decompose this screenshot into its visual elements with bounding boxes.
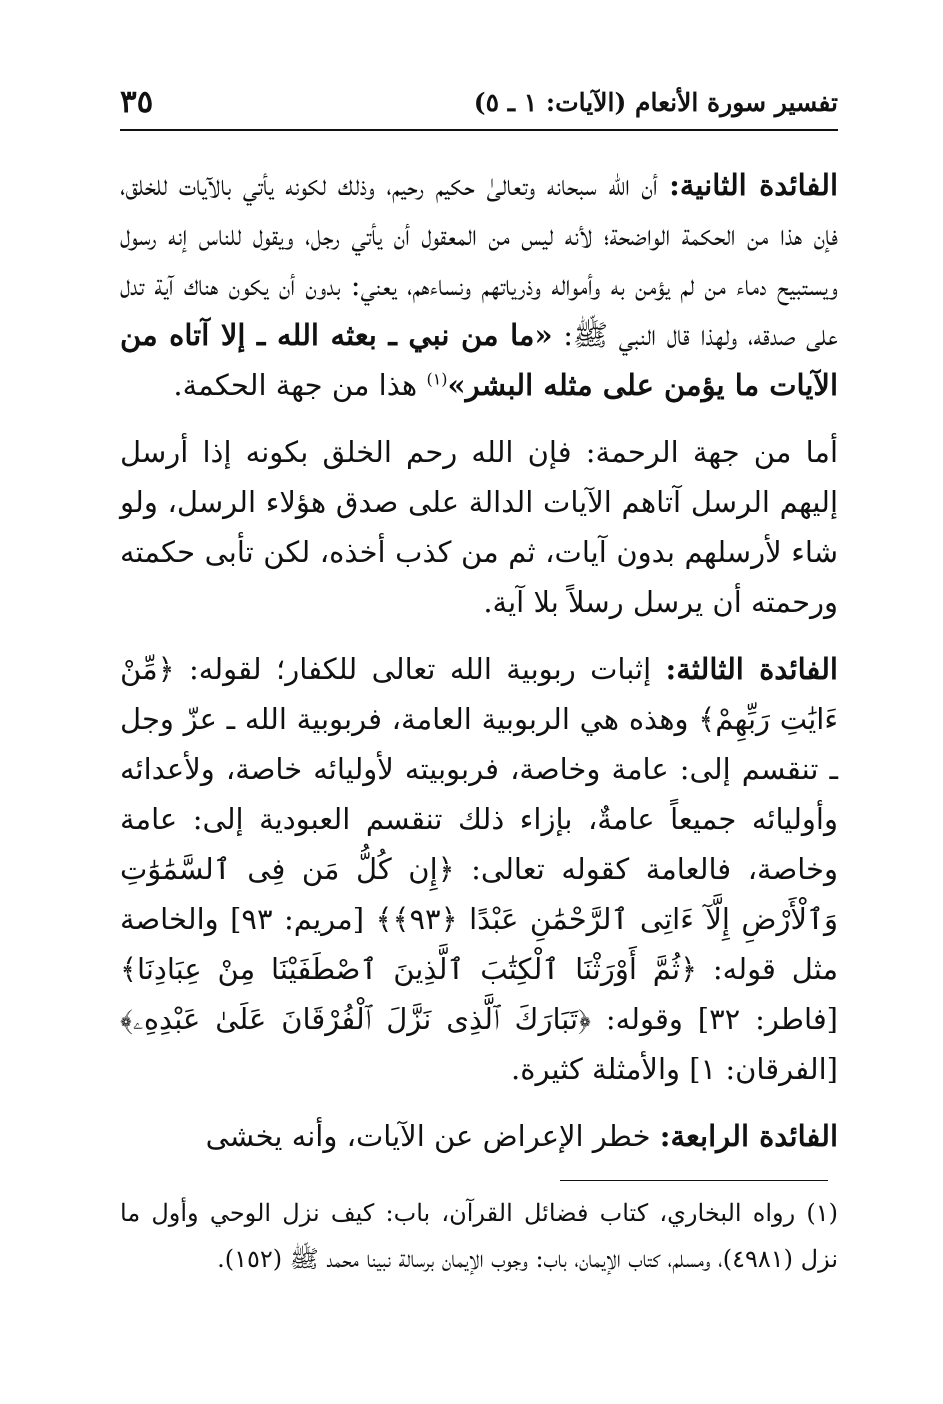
benefit-heading: الفائدة الثالثة: xyxy=(665,652,838,686)
paragraph-text: [فاطر: ٣٢] وقوله: xyxy=(590,1002,838,1036)
quran-verse: ﴿مِّنْ ءَايَٰتِ رَبِّهِمْ﴾ xyxy=(120,652,838,736)
quran-verse: ﴿إِن كُلُّ مَن فِى ٱلسَّمَٰوَٰتِ وَٱلْأَرْضِ إِلَّآ ءَاتِى ٱلرَّحْمَٰنِ عَبْدًا ﴿٩٣﴾﴾ xyxy=(120,852,838,936)
header-divider xyxy=(120,129,838,131)
paragraph-text: إثبات ربوبية الله تعالى للكفار؛ لقوله: xyxy=(174,652,666,686)
paragraph-benefit-2 xyxy=(120,160,838,410)
page-number: ٣٥ xyxy=(120,84,154,120)
quran-verse: ﴿تَبَارَكَ ٱلَّذِى نَزَّلَ ٱلْفُرْقَانَ عَلَىٰ عَبْدِهِۦ﴾ xyxy=(120,1002,591,1036)
footnote-text: (١) رواه البخاري، كتاب فضائل القرآن، باب: كيف نزل الوحي وأول ما نزل (٤٩٨١)، ومسلم، كتاب الإيمان، باب: وجوب الإيمان برسالة نبينا محمد ﷺ (١٥٢). xyxy=(120,1199,838,1273)
footnote xyxy=(120,1190,838,1282)
paragraph-text: هذا من جهة الحكمة. xyxy=(173,368,427,402)
running-title: تفسير سورة الأنعام (الآيات: ١ ـ ٥) xyxy=(473,87,838,117)
benefit-heading: الفائدة الثانية: xyxy=(669,168,838,202)
benefit-heading: الفائدة الرابعة: xyxy=(659,1119,838,1153)
paragraph-text: [مريم: ٩٣] والخاصة مثل قوله: xyxy=(120,902,838,986)
paragraph-benefit-3 xyxy=(120,644,838,1094)
paragraph-mercy xyxy=(120,427,838,627)
paragraph-text: خطر الإعراض عن الآيات، وأنه يخشى xyxy=(205,1119,660,1153)
page-header xyxy=(120,80,838,124)
paragraph-text: أما من جهة الرحمة: فإن الله رحم الخلق بكونه إذا أرسل إليهم الرسل آتاهم الآيات الدالة على صدق هؤلاء الرسل، ولو شاء لأرسلهم بدون آيات، ثم من كذب أخذه، لكن تأبى حكمته ورحمته أن يرسل رسلاً بلا آية. xyxy=(120,435,838,619)
footnote-divider xyxy=(560,1180,828,1181)
paragraph-text: أن الله سبحانه وتعالىٰ حكيم رحيم، وذلك لكونه يأتي بالآيات للخلق، فإن هذا من الحكمة الواضحة؛ لأنه ليس من المعقول أن يأتي رجل، ويقول للناس إنه رسول ويستبيح دماء من لم يؤمن به وأمواله وذرياتهم ونساءهم، يعني: بدون أن يكون هناك آية تدل على صدقه، ولهذا قال النبي ﷺ: xyxy=(120,168,838,352)
main-text xyxy=(120,160,838,1178)
quran-verse: ﴿ثُمَّ أَوْرَثْنَا ٱلْكِتَٰبَ ٱلَّذِينَ ٱصْطَفَيْنَا مِنْ عِبَادِنَا﴾ xyxy=(120,952,698,986)
footnote-reference: (١) xyxy=(426,369,448,389)
hadith-quote: «ما من نبي ـ بعثه الله ـ إلا آتاه من الآيات ما يؤمن على مثله البشر» xyxy=(120,318,838,402)
paragraph-benefit-4 xyxy=(120,1111,838,1161)
paragraph-text: [الفرقان: ١] والأمثلة كثيرة. xyxy=(511,1052,838,1086)
paragraph-text: وهذه هي الربوبية العامة، فربوبية الله ـ عزّ وجل ـ تنقسم إلى: عامة وخاصة، فربوبيته لأوليائه خاصة، ولأعدائه وأوليائه جميعاً عامةٌ، بإزاء ذلك تنقسم العبودية إلى: عامة وخاصة، فالعامة كقوله تعالى: xyxy=(120,702,838,886)
